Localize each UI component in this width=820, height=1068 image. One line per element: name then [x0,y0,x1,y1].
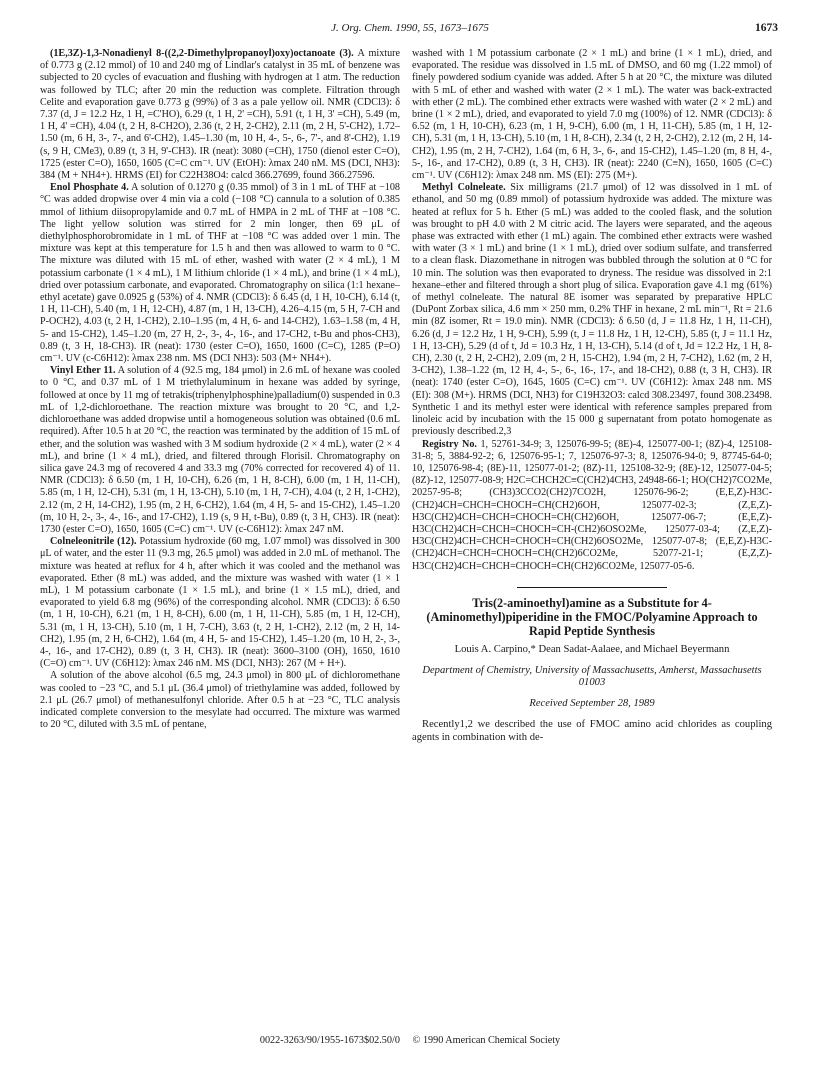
paragraph-text: 1, 52761-34-9; 3, 125076-99-5; (8E)-4, 125077-00-1; (8Z)-4, 125108-31-8; 5, 3884-92-2; 6, 125076-95-1; 7, 125076-97-3; 8, 125076-94-0; 9, 87745-64-0; 10, 125076-98-4; (8E)-11, 125077-01-2; (8Z)-11, 125108-32-9; (8E)-12, 125077-04-5; (8Z)-12, 125077-08-9; H2C=CHCH2C≡C(CH2)4CH3, 24948-66-1; HO(CH2)7CO2Me, 20257-95-8; (CH3)3CCO2(CH2)7CO2H, 125076-96-2; (E,E,Z)-H3C-(CH2)4CH=CHCH=CHOCH=CH(CH2)6OH, 125077-02-3; (Z,E,Z)-H3C(CH2)4CH=CHCH=CHOCH=CH(CH2)6OH, 125077-06-7; (E,E,Z)-H3C(CH2)4CH=CHCH=CHOCH=CH-(CH2)6OSO2Me, 125077-03-4; (Z,E,Z)-H3C(CH2)4CH=CHCH=CHOCH=CH(CH2)6OSO2Me, 125077-07-8; (E,E,Z)-H3C-(CH2)4CH=CHCH=CHOCH=CH(CH2)6CO2Me, 52077-21-1; (E,Z,Z)-H3C(CH2)4CH=CHCH=CHOCH=CH(CH2)6CO2Me, 125077-05-6. [412,438,772,572]
paragraph-registry-numbers [412,439,772,573]
paragraph-colneleonitrile [40,536,400,670]
paragraph-compound-3 [40,48,400,182]
paragraph-heading: Colneleonitrile (12). [50,536,137,548]
paragraph-enol-phosphate [40,182,400,365]
running-header [0,22,820,38]
paragraph-methyl-colneleate [412,182,772,438]
paragraph-vinyl-ether [40,365,400,536]
article-affiliation: Department of Chemistry, University of Massachusetts, Amherst, Massachusetts 01003 [422,664,762,689]
page-footer [0,1035,820,1046]
journal-citation: J. Org. Chem. 1990, 55, 1673–1675 [331,22,489,34]
paragraph-text: A solution of the above alcohol (6.5 mg, 24.3 μmol) in 800 μL of dichloromethane was cooled to −23 °C, and 5.1 μL (36.4 μmol) of triethylamine was added, followed by 2.1 μL (26.7 μmol) of methanesulfonyl chloride. After 0.5 h at −23 °C, TLC analysis indicated complete conversion to the mesylate had occurred. The mixture was warmed to 20 °C, diluted with 3.5 mL of pentane, [40,670,400,731]
article-code: 0022-3263/90/1955-1673$02.50/0 [259,1035,400,1046]
paragraph-text: A solution of 4 (92.5 mg, 184 μmol) in 2.6 mL of hexane was cooled to 0 °C, and 0.37 mL of 1 M triethylaluminum in hexane was added by syringe, followed at once by 11 mg of tetrakis(triphenylphosphine)palladium(0) suspended in 0.3 mL of 1,2-dichloroethane. The reaction mixture was brought to 20 °C, and 1,2-dichloroethane was added dropwise until a homogeneous solution was obtained (0.6 mL required). After 10.5 h at 20 °C, the reaction was terminated by the addition of 15 mL of ether, and the solution was washed with 3 M sodium hydroxide (2 × 4 mL), water (2 × 4 mL), and brine (1 × 4 mL), dried, and filtered through Florisil. Chromatography on silica gave 24.3 mg of recovered 4 and 33.3 mg (70% corrected for recovered 4) of 11. NMR (CDCl3): δ 6.50 (m, 1 H, 10-CH), 6.26 (m, 1 H, 8-CH), 6.00 (m, 1 H, 11-CH), 5.85 (m, 1 H, 12-CH), 5.31 (m, 1 H, 13-CH), 5.10 (m, 1 H, 7-CH), 4.04 (t, 2 H, 1-CH2), 2.12 (m, 2 H, 14-CH2), 1.95 (m, 2 H, 6-CH2), 1.64 (m, 4 H, 5- and 15-CH2), 1.45–1.20 (m, 10 H, 2-, 3-, 4-, 16-, and 17-CH2), 1.19 (s, 9 H, t-Bu), 0.89 (t, 3 H, CH3). IR (neat): 1730 (ester C=O), 1650, 1605 (C=C) cm⁻¹. UV (c-C6H12): λmax 247 nM. [40,365,400,535]
paragraph-heading: (1E,3Z)-1,3-Nonadienyl 8-((2,2-Dimethylpropanoyl)oxy)octanoate (3). [50,48,354,59]
left-column [40,48,400,1023]
paragraph-text: Potassium hydroxide (60 mg, 1.07 mmol) was dissolved in 300 μL of water, and the ester 11 (9.3 mg, 26.5 μmol) was added in 2.0 mL of methanol. The mixture was heated at reflux for 4 h, after which it was cooled and the methanol was evaporated. Ether (8 mL) was added, and the mixture was washed with water (1 × 1 mL), 1 M potassium carbonate (1 × 1.5 mL), and brine (1 × 1.5 mL), dried, and evaporated to yield 6.8 mg (96%) of the corresponding alcohol. NMR (CDCl3): δ 6.50 (m, 1 H, 10-CH), 6.21 (m, 1 H, 8-CH), 6.00 (m, 1 H, 11-CH), 5.85 (m, 1 H, 12-CH), 5.31 (m, 1 H, 13-CH), 5.10 (m, 1 H, 7-CH), 3.63 (t, 2 H, 1-CH2), 2.12 (m, 2 H, 14-CH2), 1.95 (m, 2 H, 6-CH2), 1.64 (m, 4 H, 5- and 15-CH2), 1.45–1.20 (m, 10 H, 2-, 3-, 4-, 16-, and 17-CH2), 0.89 (t, 3 H, CH3). IR (neat): 3600–3100 (OH), 1650, 1610 (C=O) cm⁻¹. UV (C6H12): λmax 246 nM. MS (DCI, NH3): 267 (M + H+). [40,536,400,670]
paragraph-heading: Methyl Colneleate. [422,182,506,194]
article-body: Recently1,2 we described the use of FMOC amino acid chlorides as coupling agents in combination with de- [412,718,772,743]
section-divider [517,587,667,588]
paragraph-text: Six milligrams (21.7 μmol) of 12 was dissolved in 1 mL of ethanol, and 50 mg (0.89 mmol) of potassium hydroxide was added. The mixture was heated at reflux for 5 h. Ether (5 mL) was added to the cooled flask, and the solution was brought to pH 4.0 with 2 M citric acid. The layers were separated, and the aqeous phase was extracted with ether (1 mL) again. The combined ether extracts were washed with water (3 × 1 mL) and brine (1 × 1 mL), dried over sodium sulfate, and transferred to a clean flask. Diazomethane in nitrogen was bubbled through the solution at 0 °C for 10 min. The solution was then evaporated to dryness. The residue was dissolved in 2:1 hexane–ether and filtered through a short plug of silica. Evaporation gave 4.1 mg (61%) of methyl colneleate. The natural 8E isomer was separated by preparative HPLC (DuPont Zorbax silica, 4.6 mm × 250 mm, 0.2% THF in hexane, 2 mL min⁻¹, Rt = 21.6 min (8Z isomer, Rt = 19.0 min). NMR (CDCl3): δ 6.50 (d, J = 11.8 Hz, 1 H, 11-CH), 6.26 (d, J = 12.2 Hz, 1 H, 9-CH), 5.99 (t, J = 11.8 Hz, 1 H, 12-CH), 5.85 (t, J = 11.1 Hz, 1 H, 13-CH), 5.29 (d of t, Jd = 10.3 Hz, 1 H, 13-CH), 5.14 (d of t, Jd = 12.2 Hz, 1 H, 8-CH), 2.30 (t, 2 H, 2-CH2), 2.09 (m, 2 H, 15-CH2), 1.94 (m, 2 H, 7-CH2), 1.62 (m, 2 H, 3-CH2), 1.38–1.22 (m, 12 H, 4-, 5-, 6-, 16-, 17-, and 18-CH2), 0.88 (t, 3 H, CH3). IR (neat): 1740 (ester C=O), 1645, 1605 (C=C) cm⁻¹. UV (C6H12): λmax 248 nm. MS (EI): 308 (M+). HRMS (DCI, NH3) for C19H32O3: calcd 308.23497, found 308.23498. Synthetic 1 and its methyl ester were identical with reference samples prepared from linoleic acid by incubation with the 15 000 g supernatant from potato homogenate as previously described.2,3 [412,182,772,438]
article-received-date: Received September 28, 1989 [529,697,655,709]
paragraph-heading: Vinyl Ether 11. [50,365,116,377]
article-authors: Louis A. Carpino,* Dean Sadat-Aalaee, and Michael Beyermann [454,644,730,656]
paragraph-heading: Enol Phosphate 4. [50,182,129,194]
article-title: Tris(2-aminoethyl)amine as a Substitute for 4-(Aminomethyl)piperidine in the FMOC/Polyamine Approach to Rapid Peptide Synthesis [426,595,758,639]
paragraph-text: A mixture of 0.773 g (2.12 mmol) of 10 and 240 mg of Lindlar's catalyst in 35 mL of benzene was subjected to 20 cycles of evacuation and flushing with hydrogen at 1 atm. The reduction was followed by TLC; after 20 min the reduction was complete. Filtration through Celite and evaporation gave 0.773 g (99%) of 3 as a pale yellow oil. NMR (CDCl3): δ 7.37 (d, J = 12.2 Hz, 1 H, =C'HO), 6.29 (t, 1 H, 2' =CH), 5.91 (t, 1 H, 3' =CH), 5.49 (m, 1 H, 4' =CH), 4.04 (t, 2 H, 8-CH2O), 2.36 (t, 2 H, 2-CH2), 2.11 (m, 2 H, 5'-CH2), 1.72–1.50 (m, 6 H, 3-, 7-, and 6'-CH2), 1.45–1.30 (m, 10 H, 4-, 5-, 6-, 7'-, and 8'-CH2), 1.19 (s, 9 H, CMe3), 0.89 (t, 3 H, 9'-CH3). IR (neat): 3080 (=CH), 1750 (dienol ester C=O), 1725 (ester C=O), 1650, 1605 (C=C cm⁻¹. UV (EtOH): λmax 240 nM. MS (DCI, NH3): 384 (M + NH4+). HRMS (EI) for C22H38O4: calcd 366.27699, found 366.27596. [40,48,400,182]
right-column [412,48,772,1023]
paragraph-heading: Registry No. [422,438,477,450]
paragraph-text: A solution of 0.1270 g (0.35 mmol) of 3 in 1 mL of THF at −108 °C was added dropwise over 4 min via a cold (−108 °C) cannula to a solution of 0.385 mmol of lithium diisopropylamide and 0.7 mL of HMPA in 2 mL of THF at −108 °C. The light yellow solution was stirred for 2 min longer, then 69 μL of diethylphosphorobromidate in 1 mL of THF at −108 °C was added over 1 min. The mixture was kept at this temperature for 1.5 h and then was allowed to warm to 0 °C. The mixture was diluted with 15 mL of ether, washed with water (2 × 4 mL), 1 M potassium carbonate (1 × 4 mL), 1 M lithium chloride (1 × 4 mL), and brine (1 × 4 mL), dried over potassium carbonate, and evaporated. Chromatography on silica (1:1 hexane–ethyl acetate) gave 0.0925 g (53%) of 4. NMR (CDCl3): δ 6.45 (d, 1 H, 10-CH), 6.14 (t, 1 H, 11-CH), 5.40 (m, 1 H, 12-CH), 4.87 (m, 1 H, 13-CH), 4.26–4.15 (m, 5 H, 7-CH and P-OCH2), 4.03 (t, 2 H, 1-CH2), 2.10–1.95 (m, 4 H, 6- and 14-CH2), 1.63–1.58 (m, 4 H, 5- and 15-CH2), 1.45–1.20 (m, 27 H, 2-, 3-, 4-, 16-, and 17-CH2, t-Bu and phos-CH3), 0.89 (t, 3 H, 18-CH3). IR (neat): 1730 (ester C=O), 1650, 1600 (C=C), 1285 (P=O) cm⁻¹. UV (c-C6H12): λmax 238 nm. MS (DCI NH3): 503 (M+ NH4+). [40,182,400,365]
copyright-notice: © 1990 American Chemical Society [412,1035,561,1046]
paragraph-continued [412,48,772,182]
page-number: 1673 [755,22,778,34]
paragraph-mesylate [40,670,400,731]
paragraph-text: washed with 1 M potassium carbonate (2 × 1 mL) and brine (1 × 1 mL), dried, and evaporated. The residue was dissolved in 1.5 mL of DMSO, and 60 mg (1.22 mmol) of finely powdered sodium cyanide was added. After 5 h at 20 °C, the mixture was diluted with 5 mL of ether and washed with water (2 × 1 mL). The water was back-extracted with ether (2 mL). The combined ether extracts were washed with water (2 × 2 mL) and brine (1 × 2 mL), dried, and evaporated to yield 7.0 mg (100%) of 12. NMR (CDCl3): δ 6.52 (m, 1 H, 10-CH), 6.23 (m, 1 H, 9-CH), 6.00 (m, 1 H, 11-CH), 5.85 (m, 1 H, 12-CH), 5.31 (m, 1 H, 13-CH), 5.10 (m, 1 H, 8-CH), 2.34 (t, 2 H, 2-CH2), 2.12 (m, 2 H, 14-CH2), 1.95 (m, 2 H, 7-CH2), 1.64 (m, 6 H, 3-, 6-, and 15-CH2), 1.45–1.20 (m, 8 H, 4-, 5-, 16-, and 17-CH2), 0.89 (t, 3 H, CH3). IR (neat): 2240 (C≡N), 1650, 1605 (C=C) cm⁻¹. UV (C6H12): λmax 248 nm. MS (EI): 275 (M+). [412,48,772,182]
